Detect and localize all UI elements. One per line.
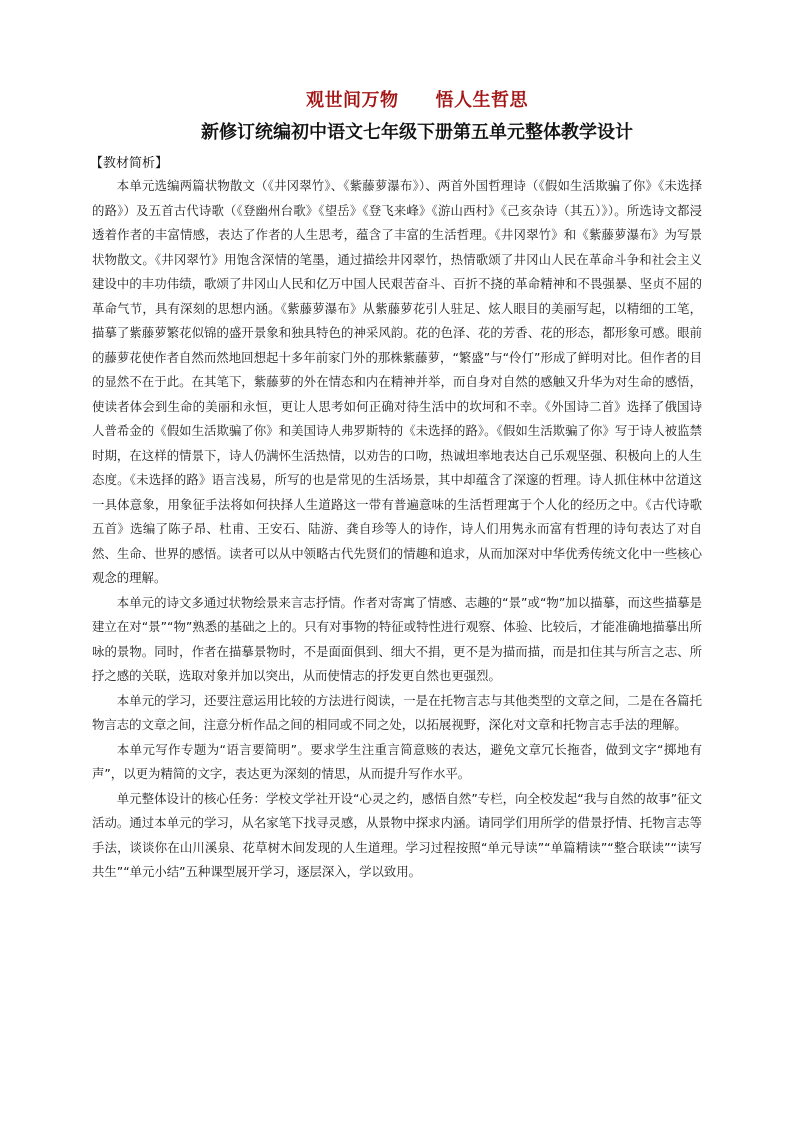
section-heading: 【教材简析】	[90, 156, 169, 171]
page-title: 观世间万物 悟人生哲思	[306, 90, 528, 111]
document-body	[92, 174, 702, 885]
paragraph: 本单元的诗文多通过状物绘景来言志抒情。作者对寄寓了情感、志趣的“景”或“物”加以描摹，而这些描摹是建立在对“景”“物”熟悉的基础之上的。只有对事物的特征或特性进行观察、体验、比较后，才能准确地描摹出所咏的景物。同时，作者在描摹景物时，不是面面俱到、细大不捐，更不是为描而描，而是扣住其与所言之志、所抒之感的关联，选取对象并加以突出，从而使情志的抒发更自然也更强烈。	[92, 594, 702, 683]
paragraph: 单元整体设计的核心任务：学校文学社开设“心灵之约，感悟自然”专栏，向全校发起“我与自然的故事”征文活动。通过本单元的学习，从名家笔下找寻灵感，从景物中探求内涵。请同学们用所学的借景抒情、托物言志等手法，谈谈你在山川溪泉、花草树木间发现的人生道理。学习过程按照“单元导读”“单篇精读”“整合联读”“读写共生”“单元小结”五种课型展开学习，逐层深入，学以致用。	[92, 790, 702, 879]
paragraph: 本单元选编两篇状物散文（《井冈翠竹》、《紫藤萝瀑布》）、两首外国哲理诗（《假如生活欺骗了你》《未选择的路》）及五首古代诗歌（《登幽州台歌》《望岳》《登飞来峰》《游山西村》《己亥杂诗（其五）》）。所选诗文都浸透着作者的丰富情感，表达了作者的人生思考，蕴含了丰富的生活哲理。《井冈翠竹》和《紫藤萝瀑布》为写景状物散文。《井冈翠竹》用饱含深情的笔墨，通过描绘井冈翠竹，热情歌颂了井冈山人民在革命斗争和社会主义建设中的丰功伟绩，歌颂了井冈山人民和亿万中国人民艰苦奋斗、百折不挠的革命精神和不畏强暴、坚贞不屈的革命气节，具有深刻的思想内涵。《紫藤萝瀑布》从紫藤萝花引人驻足、炫人眼目的美丽写起，以精细的工笔，描摹了紫藤萝繁花似锦的盛开景象和独具特色的神采风韵。花的色泽、花的芳香、花的形态，都形象可感。眼前的藤萝花使作者自然而然地回想起十多年前家门外的那株紫藤萝，“繁盛”与“伶仃”形成了鲜明对比。但作者的目的显然不在于此。在其笔下，紫藤萝的外在情态和内在精神并举，而自身对自然的感触又升华为对生命的感悟，使读者体会到生命的美丽和永恒，更让人思考如何正确对待生活中的坎坷和不幸。《外国诗二首》选择了俄国诗人普希金的《假如生活欺骗了你》和美国诗人弗罗斯特的《未选择的路》。《假如生活欺骗了你》写于诗人被监禁时期，在这样的情景下，诗人仍满怀生活热情，以劝告的口吻，热诚坦率地表达自己乐观坚强、积极向上的人生态度。《未选择的路》语言浅易，所写的也是常见的生活场景，其中却蕴含了深邃的哲理。诗人抓住林中岔道这一具体意象，用象征手法将如何抉择人生道路这一带有普遍意味的生活哲理寓于个人化的经历之中。《古代诗歌五首》选编了陈子昂、杜甫、王安石、陆游、龚自珍等人的诗作，诗人们用隽永而富有哲理的诗句表达了对自然、生命、世界的感悟。读者可以从中领略古代先贤们的情趣和追求，从而加深对中华优秀传统文化中一些核心观念的理解。	[92, 178, 702, 585]
paragraph: 本单元写作专题为“语言要简明”。要求学生注重言简意赅的表达，避免文章冗长拖沓，做到文字“掷地有声”，以更为精简的文字，表达更为深刻的情思，从而提升写作水平。	[92, 741, 702, 781]
paragraph: 本单元的学习，还要注意运用比较的方法进行阅读，一是在托物言志与其他类型的文章之间，二是在各篇托物言志的文章之间，注意分析作品之间的相同或不同之处，以拓展视野，深化对文章和托物言志手法的理解。	[92, 692, 702, 732]
page-subtitle: 新修订统编初中语文七年级下册第五单元整体教学设计	[201, 122, 633, 143]
